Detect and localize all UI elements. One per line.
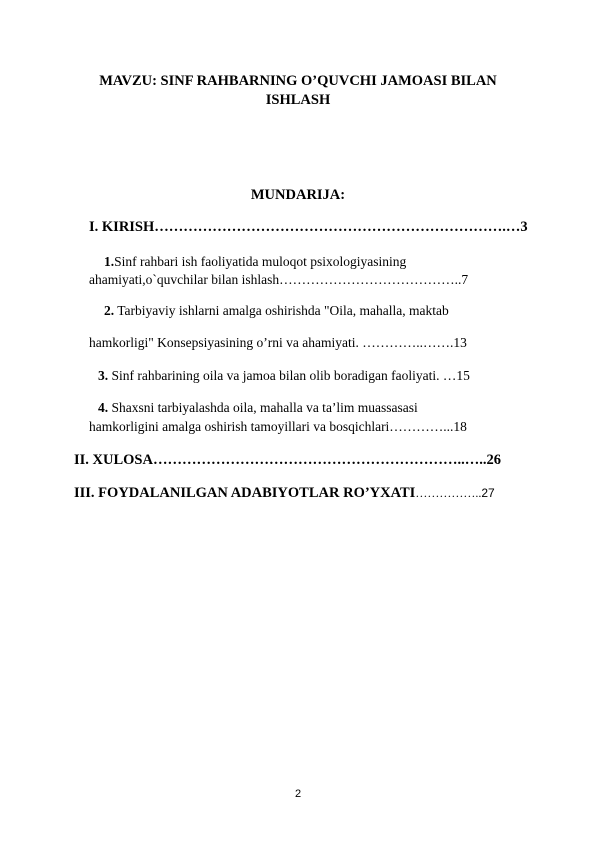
toc-item-2-line2: hamkorligi" Konsepsiyasining o’rni va ahamiyati. …………..…….13 <box>89 335 467 350</box>
toc-item-1-number: 1. <box>104 254 115 269</box>
document-title-line1: MAVZU: SINF RAHBARNING O’QUVCHI JAMOASI BILAN <box>99 73 497 89</box>
toc-item-1-text: Sinf rahbari ish faoliyatida muloqot psixologiyasining <box>114 254 407 269</box>
document-title-line2: ISHLASH <box>265 92 331 108</box>
toc-conclusion: II. XULOSA………………………………………………………..…..26 <box>74 452 501 468</box>
toc-item-2-text: Tarbiyaviy ishlarni amalga oshirishda "Oila, mahalla, maktab <box>114 303 449 318</box>
toc-item-2-line1 <box>104 303 449 319</box>
toc-item-3-number: 3. <box>98 368 109 383</box>
toc-references-dots: …………….. <box>415 486 482 500</box>
toc-item-1-line2 <box>89 272 468 288</box>
toc-references <box>74 484 495 502</box>
toc-intro: I. KIRISH……………………………………………………………….…3 <box>89 219 528 235</box>
toc-item-4-line1 <box>98 400 418 416</box>
toc-references-page: 27 <box>481 486 495 500</box>
page-number: 2 <box>294 788 302 800</box>
toc-item-4-number: 4. <box>98 400 109 415</box>
toc-item-1-page: .7 <box>457 272 469 287</box>
toc-item-4-line2: hamkorligini amalga oshirish tamoyillari va bosqichlari…………...18 <box>89 419 467 434</box>
toc-item-1-text-2: ahamiyati,o`quvchilar bilan ishlash…………………………………. <box>89 272 458 287</box>
toc-item-4-text: Shaxsni tarbiyalashda oila, mahalla va ta’lim muassasasi <box>108 400 418 415</box>
toc-item-1-line1 <box>104 254 406 270</box>
toc-item-2-number: 2. <box>104 303 115 318</box>
contents-heading: MUNDARIJA: <box>250 187 346 203</box>
toc-references-label: III. FOYDALANILGAN ADABIYOTLAR RO’YXATI <box>74 485 416 501</box>
toc-item-3 <box>98 368 470 384</box>
toc-item-3-text: Sinf rahbarining oila va jamoa bilan olib boradigan faoliyati. …15 <box>108 368 470 383</box>
